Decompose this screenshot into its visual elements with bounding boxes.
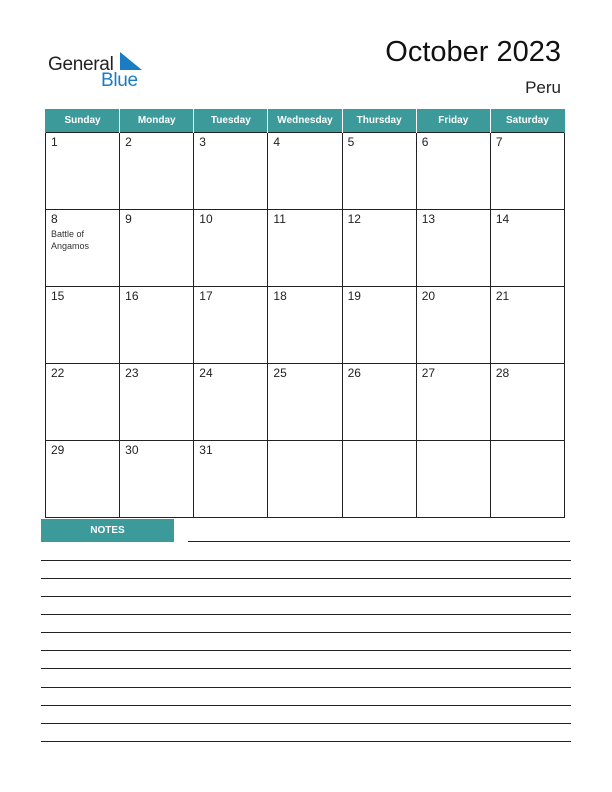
day-number: 9 bbox=[125, 212, 132, 226]
day-cell bbox=[490, 364, 564, 441]
notes-line bbox=[41, 650, 571, 651]
day-number: 10 bbox=[199, 212, 213, 226]
notes-line bbox=[41, 723, 571, 724]
day-cell bbox=[342, 364, 416, 441]
weekday-tuesday: Tuesday bbox=[194, 109, 268, 133]
logo-word-general: General bbox=[48, 54, 114, 75]
day-number: 8 bbox=[51, 212, 58, 226]
weekday-thursday: Thursday bbox=[342, 109, 416, 133]
day-cell bbox=[194, 287, 268, 364]
week-row-1 bbox=[46, 133, 565, 210]
day-cell bbox=[342, 287, 416, 364]
day-cell bbox=[268, 210, 342, 287]
day-number: 30 bbox=[125, 443, 139, 457]
day-cell bbox=[490, 441, 564, 518]
day-cell bbox=[490, 210, 564, 287]
day-cell bbox=[268, 441, 342, 518]
day-cell bbox=[490, 287, 564, 364]
day-cell bbox=[194, 210, 268, 287]
notes-line bbox=[41, 668, 571, 669]
day-cell bbox=[342, 133, 416, 210]
day-cell bbox=[416, 364, 490, 441]
day-cell bbox=[268, 133, 342, 210]
day-cell bbox=[194, 364, 268, 441]
day-number: 29 bbox=[51, 443, 65, 457]
day-cell bbox=[120, 133, 194, 210]
week-row-5 bbox=[46, 441, 565, 518]
day-number: 5 bbox=[347, 135, 355, 149]
day-number: 12 bbox=[347, 212, 361, 226]
day-cell bbox=[46, 133, 120, 210]
notes-label: NOTES bbox=[41, 519, 174, 542]
notes-line bbox=[41, 741, 571, 742]
day-cell bbox=[46, 210, 120, 287]
day-number: 19 bbox=[347, 289, 361, 303]
day-number: 3 bbox=[199, 135, 206, 149]
day-cell bbox=[120, 210, 194, 287]
day-number: 13 bbox=[421, 212, 436, 226]
day-cell bbox=[416, 287, 490, 364]
day-cell bbox=[120, 287, 194, 364]
notes-line bbox=[41, 578, 571, 579]
weekday-sunday: Sunday bbox=[46, 109, 120, 133]
weekday-saturday: Saturday bbox=[490, 109, 564, 133]
day-number: 25 bbox=[273, 366, 287, 380]
day-cell bbox=[268, 364, 342, 441]
day-number: 20 bbox=[421, 289, 436, 303]
day-cell bbox=[342, 441, 416, 518]
day-number: 14 bbox=[495, 212, 510, 226]
day-number: 7 bbox=[495, 135, 503, 149]
logo-word-blue: Blue bbox=[101, 70, 138, 91]
generalblue-logo bbox=[48, 52, 148, 92]
weekday-friday: Friday bbox=[416, 109, 490, 133]
day-number: 24 bbox=[199, 366, 213, 380]
holiday-label: Battle of Angamos bbox=[51, 229, 90, 251]
day-cell bbox=[416, 133, 490, 210]
day-number: 2 bbox=[125, 135, 132, 149]
day-number: 15 bbox=[51, 289, 65, 303]
day-cell bbox=[416, 441, 490, 518]
day-number: 6 bbox=[421, 135, 429, 149]
day-number: 11 bbox=[273, 212, 286, 226]
weekday-wednesday: Wednesday bbox=[268, 109, 342, 133]
day-number: 27 bbox=[421, 366, 436, 380]
notes-line bbox=[41, 596, 571, 597]
notes-line bbox=[41, 614, 571, 615]
notes-line bbox=[41, 560, 571, 561]
day-number: 31 bbox=[199, 443, 213, 457]
day-number: 1 bbox=[51, 135, 58, 149]
page-title: October 2023 bbox=[385, 36, 561, 68]
day-cell bbox=[120, 364, 194, 441]
day-cell bbox=[194, 133, 268, 210]
notes-line bbox=[41, 687, 571, 688]
day-cell bbox=[342, 210, 416, 287]
day-number: 4 bbox=[273, 135, 281, 149]
week-row-2 bbox=[46, 210, 565, 287]
notes-line bbox=[41, 705, 571, 706]
day-cell bbox=[120, 441, 194, 518]
day-number: 17 bbox=[199, 289, 213, 303]
day-number: 28 bbox=[495, 366, 510, 380]
day-number: 18 bbox=[273, 289, 287, 303]
day-number: 23 bbox=[125, 366, 139, 380]
day-number: 16 bbox=[125, 289, 139, 303]
notes-line bbox=[41, 632, 571, 633]
weekday-monday: Monday bbox=[120, 109, 194, 133]
day-number: 26 bbox=[347, 366, 361, 380]
day-cell bbox=[490, 133, 564, 210]
country-label: Peru bbox=[525, 78, 561, 97]
logo-triangle-icon bbox=[120, 52, 144, 72]
day-cell bbox=[46, 287, 120, 364]
day-cell bbox=[46, 441, 120, 518]
weekday-header-row bbox=[46, 109, 565, 133]
day-cell bbox=[416, 210, 490, 287]
day-cell bbox=[46, 364, 120, 441]
day-number: 22 bbox=[51, 366, 65, 380]
week-row-3 bbox=[46, 287, 565, 364]
day-number: 21 bbox=[495, 289, 510, 303]
week-row-4 bbox=[46, 364, 565, 441]
day-cell bbox=[268, 287, 342, 364]
calendar-grid bbox=[45, 109, 565, 518]
notes-line bbox=[188, 541, 570, 542]
day-cell bbox=[194, 441, 268, 518]
